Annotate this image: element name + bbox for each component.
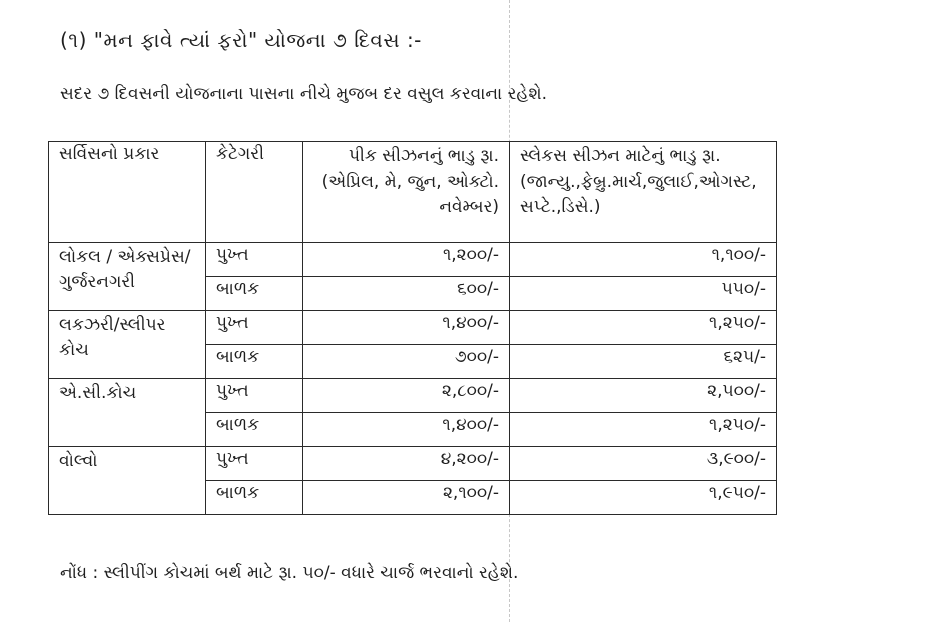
category-cell: પુખ્ત (206, 447, 303, 481)
service-local-express: લોકલ / એક્સપ્રેસ/ ગુર્જરનગરી (49, 243, 206, 311)
table-row (49, 311, 777, 345)
peak-fare-cell: ૧,૪૦૦/- (303, 311, 510, 345)
header-service-type: સર્વિસનો પ્રકાર (49, 142, 206, 243)
lean-fare-cell: ૫૫૦/- (510, 277, 777, 311)
header-peak-season-fare: પીક સીઝનનું ભાડુ રૂા. (એપ્રિલ, મે, જુન, ઓક્ટો. નવેમ્બર) (303, 142, 510, 243)
table-header-row (49, 142, 777, 243)
category-cell: બાળક (206, 277, 303, 311)
peak-fare-cell: ૪,૨૦૦/- (303, 447, 510, 481)
peak-fare-cell: ૬૦૦/- (303, 277, 510, 311)
service-ac-coach: એ.સી.કોચ (49, 379, 206, 447)
service-volvo: વોલ્વો (49, 447, 206, 515)
lean-fare-cell: ૧,૧૦૦/- (510, 243, 777, 277)
intro-text: સદર ૭ દિવસની યોજનાના પાસના નીચે મુજબ દર વસુલ કરવાના રહેશે. (60, 84, 547, 104)
category-cell: બાળક (206, 481, 303, 515)
peak-fare-cell: ૧,૨૦૦/- (303, 243, 510, 277)
category-cell: બાળક (206, 413, 303, 447)
category-cell: પુખ્ત (206, 311, 303, 345)
header-lean-season-fare: સ્લેકસ સીઝન માટેનું ભાડુ રૂા. (જાન્યુ.,ફેબ્રુ.માર્ચ,જુલાઈ,ઓગસ્ટ, સપ્ટે.,ડિસે.) (510, 142, 777, 243)
category-cell: પુખ્ત (206, 379, 303, 413)
lean-fare-cell: ૧,૨૫૦/- (510, 413, 777, 447)
peak-fare-cell: ૭૦૦/- (303, 345, 510, 379)
section-heading: (૧) "મન ફાવે ત્યાં ફરો" યોજના ૭ દિવસ :- (60, 28, 422, 52)
category-cell: પુખ્ત (206, 243, 303, 277)
peak-fare-cell: ૨,૮૦૦/- (303, 379, 510, 413)
table-row (49, 447, 777, 481)
header-category: કેટેગરી (206, 142, 303, 243)
lean-fare-cell: ૩,૯૦૦/- (510, 447, 777, 481)
lean-fare-cell: ૧,૯૫૦/- (510, 481, 777, 515)
category-cell: બાળક (206, 345, 303, 379)
lean-fare-cell: ૨,૫૦૦/- (510, 379, 777, 413)
lean-fare-cell: ૧,૨૫૦/- (510, 311, 777, 345)
fare-table (48, 141, 777, 515)
peak-fare-cell: ૨,૧૦૦/- (303, 481, 510, 515)
table-row (49, 243, 777, 277)
footnote: નોંધ : સ્લીપીંગ કોચમાં બર્થ માટે રૂા. ૫૦/- વધારે ચાર્જ ભરવાનો રહેશે. (60, 563, 519, 583)
peak-fare-cell: ૧,૪૦૦/- (303, 413, 510, 447)
service-luxury-sleeper: લકઝરી/સ્લીપર કોચ (49, 311, 206, 379)
table-row (49, 379, 777, 413)
lean-fare-cell: ૬૨૫/- (510, 345, 777, 379)
